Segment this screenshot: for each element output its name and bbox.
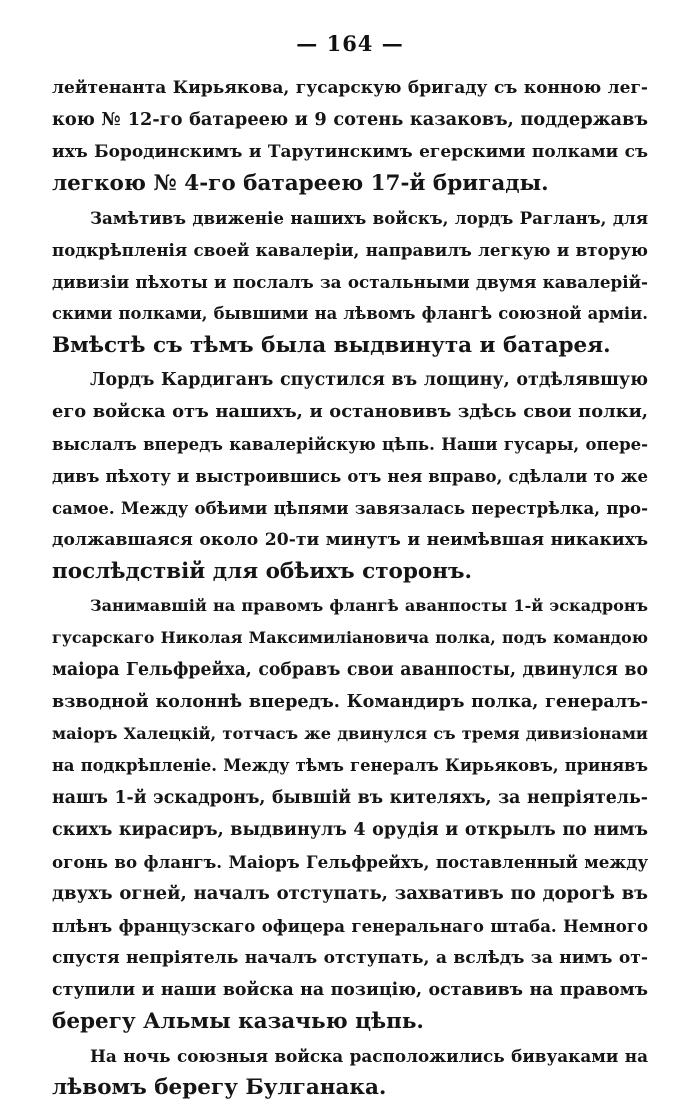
text-line: огонь во флангъ. Маіоръ Гельфрейхъ, поставленный между <box>52 852 648 872</box>
text-line: ступили и наши войска на позицію, оставивъ на правомъ <box>52 980 648 1000</box>
text-line: нашъ 1-й эскадронъ, бывшій въ кителяхъ, за непріятель- <box>52 788 648 808</box>
text-line: лейтенанта Кирьякова, гусарскую бригаду съ конною лег- <box>52 78 648 98</box>
text-line: подкрѣпленія своей кавалеріи, направилъ легкую и вторую <box>52 240 648 260</box>
text-line: двухъ огней, началъ отступать, захвативъ по дорогѣ въ <box>52 883 648 904</box>
text-line: Занимавшій на правомъ флангѣ аванпосты 1-й эскадронъ <box>90 596 648 615</box>
text-line: на подкрѣпленіе. Между тѣмъ генералъ Кирьяковъ, принявъ <box>52 756 648 775</box>
text-line: дивизіи пѣхоты и послалъ за остальными двумя кавалерій- <box>52 272 648 292</box>
text-line: Лордъ Кардиганъ спустился въ лощину, отдѣлявшую <box>90 370 648 390</box>
text-line: плѣнъ французскаго офицера генеральнаго штаба. Немного <box>52 916 648 936</box>
text-line: взводной колоннѣ впередъ. Командиръ полка, генералъ- <box>52 691 648 712</box>
text-line: кою № 12-го батареею и 9 сотень казаковъ, поддержавъ <box>52 109 648 130</box>
text-line: лѣвомъ берегу Булганака. <box>52 1075 387 1100</box>
paragraph <box>52 1040 648 1104</box>
paragraph <box>52 72 648 200</box>
text-line: Вмѣстѣ съ тѣмъ была выдвинута и батарея. <box>52 333 611 358</box>
text-line: должавшаяся около 20-ти минутъ и неимѣвшая никакихъ <box>52 530 648 550</box>
text-line: гусарскаго Николая Максимиліановича полка, подъ командою <box>52 628 648 647</box>
page-number: — 164 — <box>296 31 404 56</box>
text-line: спустя непріятель началъ отступать, а вслѣдъ за нимъ от- <box>52 948 648 968</box>
paragraph <box>52 590 648 1038</box>
text-line: маіоръ Халецкій, тотчасъ же двинулся съ тремя дивизіонами <box>52 724 648 743</box>
text-line: выслалъ впередъ кавалерійскую цѣпь. Наши гусары, опере- <box>52 434 648 454</box>
text-line: скихъ кирасиръ, выдвинулъ 4 орудія и открылъ по нимъ <box>52 820 648 840</box>
text-line: дивъ пѣхоту и выстроившись отъ нея вправо, сдѣлали то же <box>52 466 648 486</box>
text-line: скими полками, бывшими на лѣвомъ флангѣ союзной арміи. <box>52 304 648 323</box>
text-line: его войска отъ нашихъ, и остановивъ здѣсь свои полки, <box>52 401 648 422</box>
text-line: маіора Гельфрейха, собравъ свои аванпосты, двинулся во <box>52 660 648 680</box>
text-line: ихъ Бородинскимъ и Тарутинскимъ егерскими полками съ <box>52 142 648 162</box>
paragraph <box>52 202 648 362</box>
text-body <box>52 72 648 1104</box>
text-line: самое. Между обѣими цѣпями завязалась перестрѣлка, про- <box>52 498 648 518</box>
text-line: послѣдствій для обѣихъ сторонъ. <box>52 559 472 584</box>
text-line: легкою № 4-го батареею 17-й бригады. <box>52 171 549 196</box>
text-line: На ночь союзныя войска расположились бивуаками на <box>90 1046 648 1066</box>
paragraph <box>52 364 648 588</box>
text-line: Замѣтивъ движеніе нашихъ войскъ, лордъ Рагланъ, для <box>90 208 648 228</box>
text-line: берегу Альмы казачью цѣпь. <box>52 1009 424 1034</box>
